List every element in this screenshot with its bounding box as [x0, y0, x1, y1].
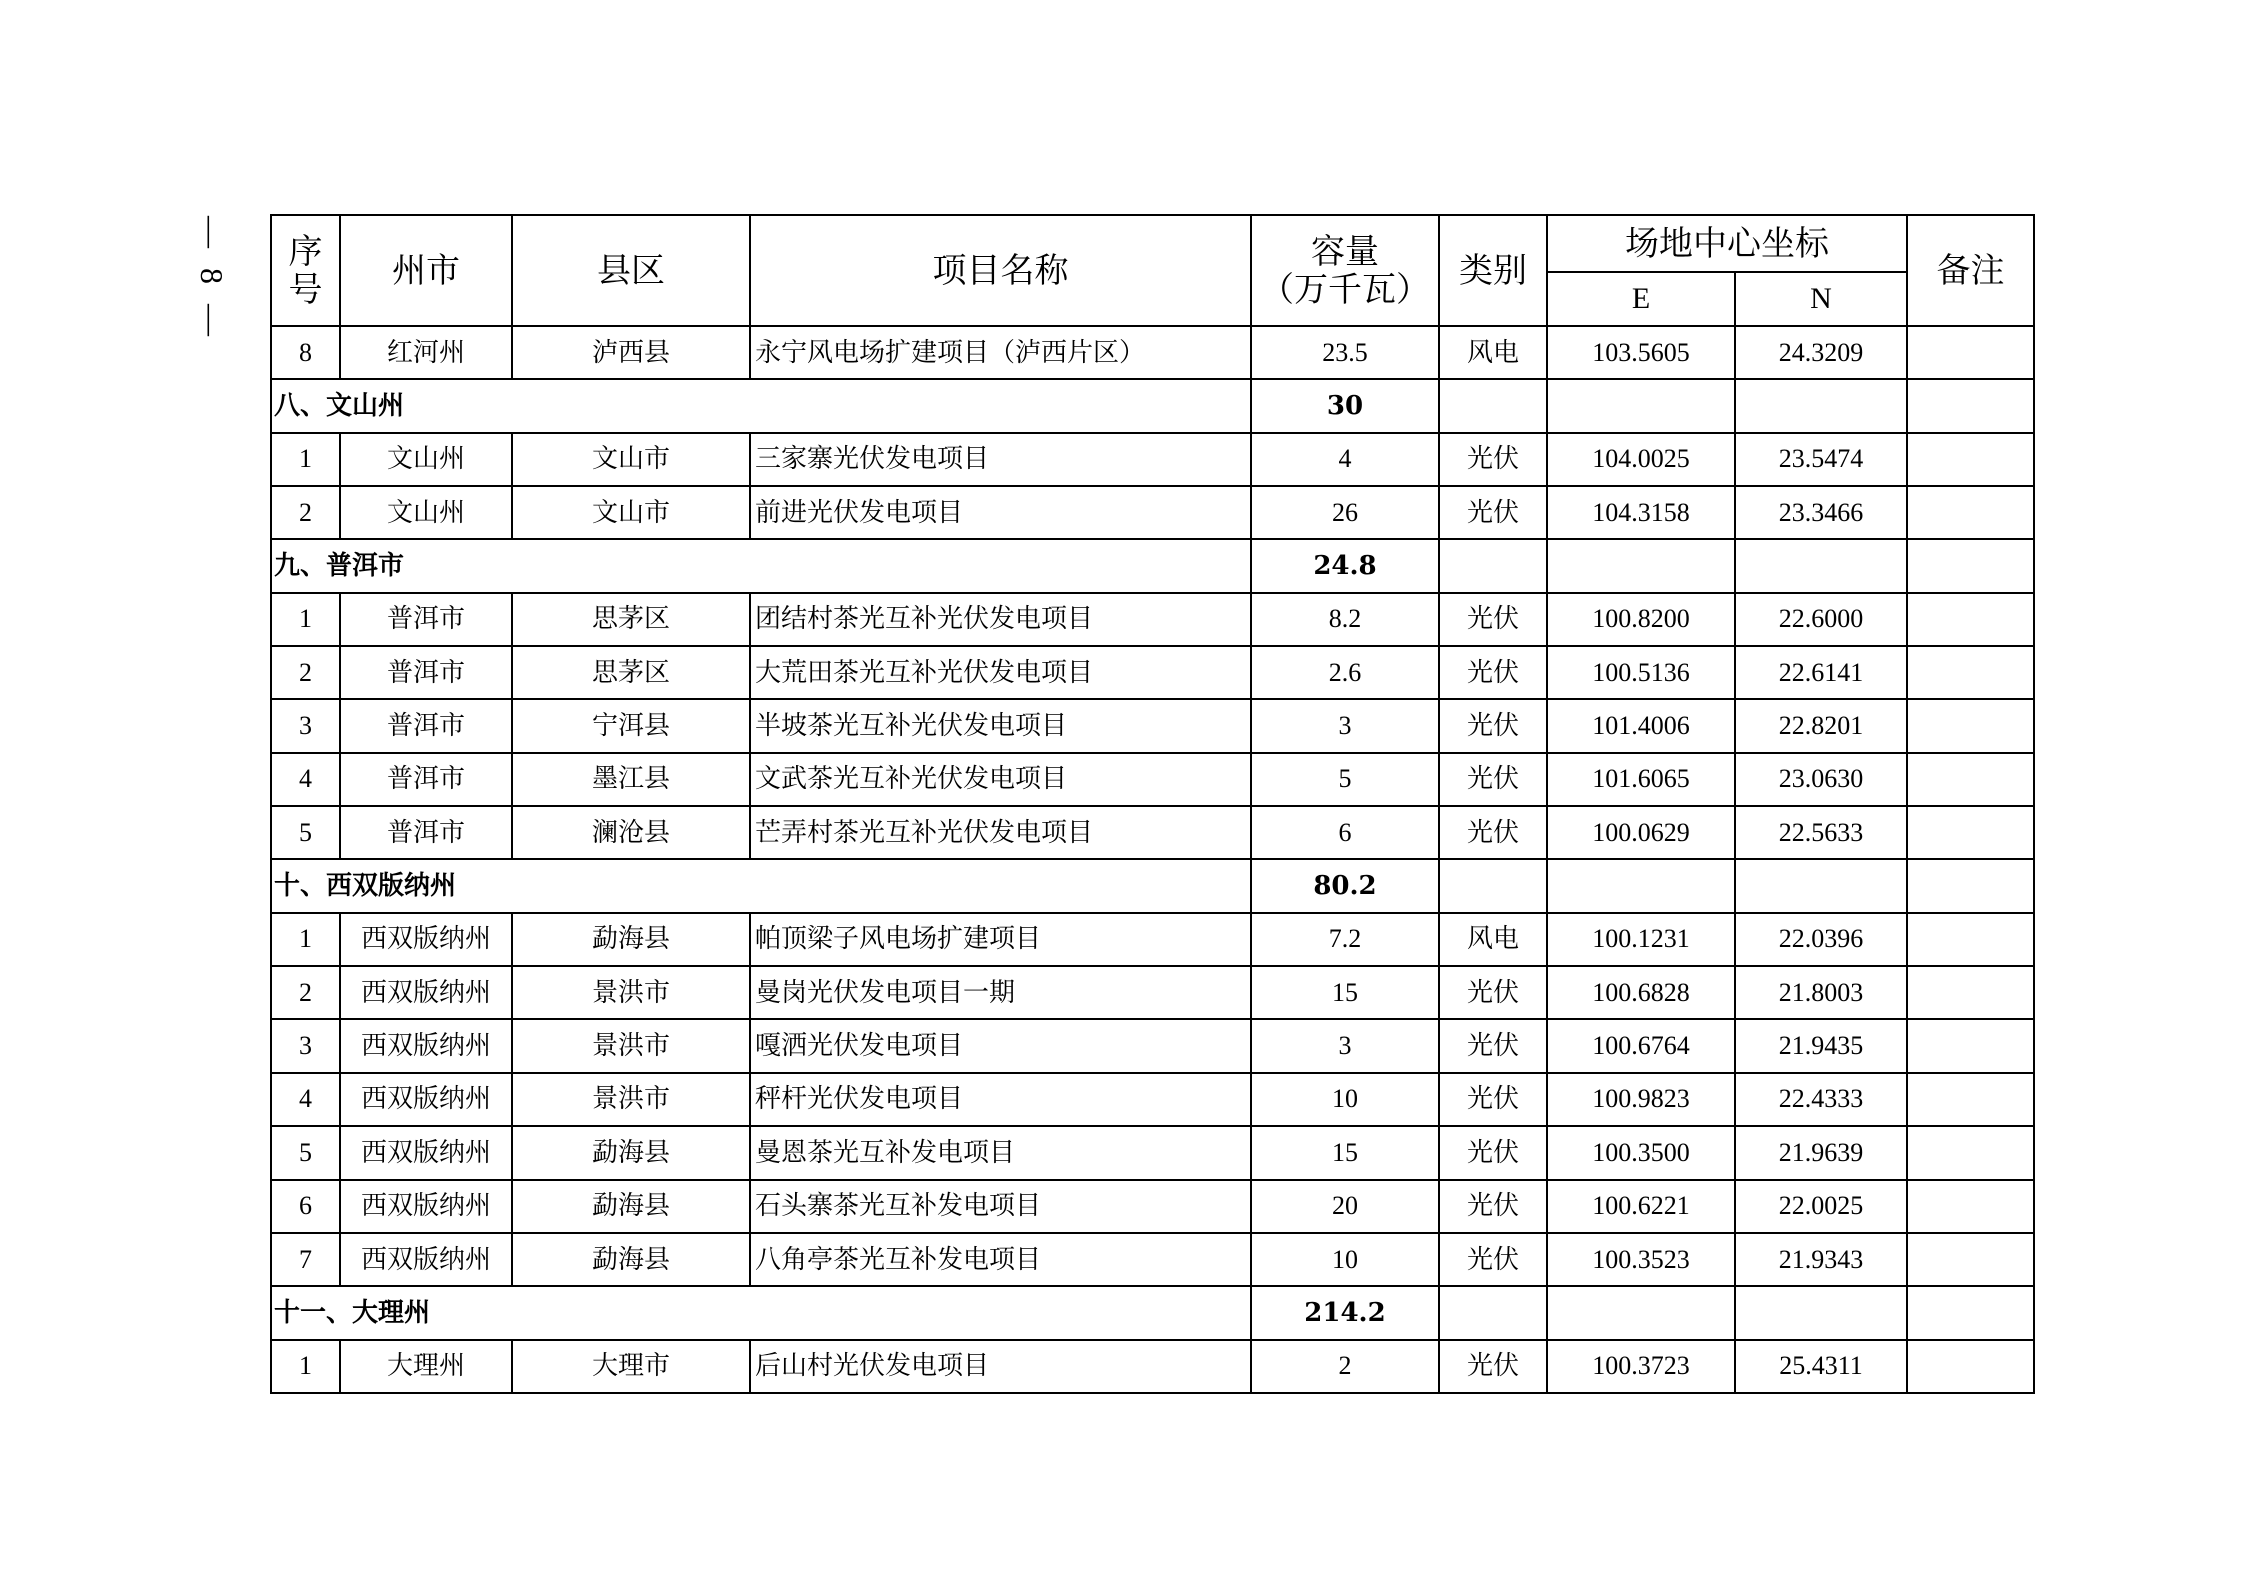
project-name-cell: 三家寨光伏发电项目 [750, 433, 1251, 486]
prefecture-cell: 西双版纳州 [340, 1180, 512, 1233]
remark-cell [1907, 1233, 2034, 1286]
seq-cell: 2 [271, 646, 340, 699]
category-cell: 风电 [1439, 913, 1547, 966]
capacity-cell: 23.5 [1251, 326, 1439, 379]
seq-cell: 5 [271, 806, 340, 859]
latitude-cell: 24.3209 [1735, 326, 1907, 379]
remark-cell [1907, 379, 2034, 432]
table-row [271, 966, 2034, 1019]
latitude-cell: 22.5633 [1735, 806, 1907, 859]
longitude-cell [1547, 1286, 1735, 1339]
longitude-cell: 100.0629 [1547, 806, 1735, 859]
seq-cell: 5 [271, 1126, 340, 1179]
table-header [271, 215, 2034, 326]
latitude-cell: 23.0630 [1735, 753, 1907, 806]
table-row [271, 646, 2034, 699]
remark-cell [1907, 646, 2034, 699]
county-cell: 景洪市 [512, 1073, 750, 1126]
category-cell: 光伏 [1439, 1233, 1547, 1286]
section-row [271, 1286, 2034, 1339]
section-row [271, 379, 2034, 432]
category-cell [1439, 379, 1547, 432]
project-name-cell: 前进光伏发电项目 [750, 486, 1251, 539]
county-cell: 景洪市 [512, 1019, 750, 1072]
table-row [271, 1019, 2034, 1072]
remark-cell [1907, 326, 2034, 379]
category-cell: 光伏 [1439, 1180, 1547, 1233]
category-cell: 光伏 [1439, 486, 1547, 539]
latitude-cell: 22.6141 [1735, 646, 1907, 699]
project-name-cell: 永宁风电场扩建项目（泸西片区） [750, 326, 1251, 379]
table-row [271, 593, 2034, 646]
section-title-cell: 十、西双版纳州 [271, 859, 1251, 912]
capacity-cell: 10 [1251, 1233, 1439, 1286]
section-capacity-cell: 214.2 [1251, 1286, 1439, 1339]
table-row [271, 1233, 2034, 1286]
county-cell: 宁洱县 [512, 699, 750, 752]
seq-cell: 4 [271, 1073, 340, 1126]
longitude-cell: 100.6828 [1547, 966, 1735, 1019]
table-row [271, 913, 2034, 966]
capacity-cell: 15 [1251, 1126, 1439, 1179]
section-row [271, 859, 2034, 912]
remark-cell [1907, 593, 2034, 646]
remark-cell [1907, 913, 2034, 966]
prefecture-cell: 西双版纳州 [340, 1073, 512, 1126]
remark-cell [1907, 486, 2034, 539]
seq-cell: 1 [271, 593, 340, 646]
prefecture-cell: 普洱市 [340, 646, 512, 699]
remark-cell [1907, 1286, 2034, 1339]
latitude-cell: 22.0396 [1735, 913, 1907, 966]
category-cell: 光伏 [1439, 433, 1547, 486]
longitude-cell: 103.5605 [1547, 326, 1735, 379]
latitude-cell [1735, 539, 1907, 592]
table-row [271, 1180, 2034, 1233]
latitude-cell [1735, 1286, 1907, 1339]
project-name-cell: 半坡茶光互补光伏发电项目 [750, 699, 1251, 752]
capacity-cell: 3 [1251, 699, 1439, 752]
prefecture-cell: 普洱市 [340, 806, 512, 859]
capacity-cell: 5 [1251, 753, 1439, 806]
prefecture-cell: 西双版纳州 [340, 1126, 512, 1179]
latitude-cell: 23.5474 [1735, 433, 1907, 486]
header-capacity-label: 容量 [1311, 231, 1379, 272]
prefecture-cell: 普洱市 [340, 699, 512, 752]
county-cell: 思茅区 [512, 646, 750, 699]
prefecture-cell: 西双版纳州 [340, 913, 512, 966]
longitude-cell: 101.4006 [1547, 699, 1735, 752]
project-name-cell: 文武茶光互补光伏发电项目 [750, 753, 1251, 806]
category-cell: 光伏 [1439, 966, 1547, 1019]
remark-cell [1907, 1340, 2034, 1393]
remark-cell [1907, 433, 2034, 486]
seq-cell: 1 [271, 433, 340, 486]
longitude-cell: 100.5136 [1547, 646, 1735, 699]
prefecture-cell: 文山州 [340, 486, 512, 539]
project-name-cell: 帕顶梁子风电场扩建项目 [750, 913, 1251, 966]
project-name-cell: 后山村光伏发电项目 [750, 1340, 1251, 1393]
seq-cell: 2 [271, 966, 340, 1019]
project-table [270, 214, 2035, 1394]
header-capacity [1251, 215, 1439, 326]
capacity-cell: 7.2 [1251, 913, 1439, 966]
longitude-cell: 100.8200 [1547, 593, 1735, 646]
category-cell: 光伏 [1439, 699, 1547, 752]
header-seq-label: 序号 [288, 231, 323, 310]
longitude-cell: 104.3158 [1547, 486, 1735, 539]
latitude-cell: 21.8003 [1735, 966, 1907, 1019]
section-title-cell: 十一、大理州 [271, 1286, 1251, 1339]
seq-cell: 4 [271, 753, 340, 806]
section-capacity-cell: 24.8 [1251, 539, 1439, 592]
county-cell: 墨江县 [512, 753, 750, 806]
seq-cell: 3 [271, 699, 340, 752]
remark-cell [1907, 539, 2034, 592]
prefecture-cell: 普洱市 [340, 593, 512, 646]
seq-cell: 3 [271, 1019, 340, 1072]
latitude-cell: 22.8201 [1735, 699, 1907, 752]
section-title-cell: 九、普洱市 [271, 539, 1251, 592]
longitude-cell [1547, 539, 1735, 592]
table-row [271, 433, 2034, 486]
longitude-cell: 104.0025 [1547, 433, 1735, 486]
latitude-cell: 22.0025 [1735, 1180, 1907, 1233]
capacity-cell: 15 [1251, 966, 1439, 1019]
remark-cell [1907, 699, 2034, 752]
project-name-cell: 芒弄村茶光互补光伏发电项目 [750, 806, 1251, 859]
longitude-cell: 100.6221 [1547, 1180, 1735, 1233]
table-row [271, 1340, 2034, 1393]
remark-cell [1907, 806, 2034, 859]
longitude-cell: 100.9823 [1547, 1073, 1735, 1126]
latitude-cell: 23.3466 [1735, 486, 1907, 539]
prefecture-cell: 西双版纳州 [340, 966, 512, 1019]
longitude-cell: 100.6764 [1547, 1019, 1735, 1072]
remark-cell [1907, 1180, 2034, 1233]
longitude-cell: 100.3723 [1547, 1340, 1735, 1393]
project-name-cell: 曼恩茶光互补发电项目 [750, 1126, 1251, 1179]
county-cell: 泸西县 [512, 326, 750, 379]
prefecture-cell: 西双版纳州 [340, 1233, 512, 1286]
capacity-cell: 20 [1251, 1180, 1439, 1233]
table-row [271, 753, 2034, 806]
longitude-cell: 100.1231 [1547, 913, 1735, 966]
capacity-cell: 3 [1251, 1019, 1439, 1072]
capacity-cell: 26 [1251, 486, 1439, 539]
section-capacity-cell: 80.2 [1251, 859, 1439, 912]
longitude-cell: 101.6065 [1547, 753, 1735, 806]
longitude-cell: 100.3500 [1547, 1126, 1735, 1179]
county-cell: 勐海县 [512, 1233, 750, 1286]
table-row [271, 326, 2034, 379]
section-capacity-cell: 30 [1251, 379, 1439, 432]
category-cell: 光伏 [1439, 753, 1547, 806]
category-cell: 光伏 [1439, 593, 1547, 646]
county-cell: 勐海县 [512, 1126, 750, 1179]
project-name-cell: 嘎洒光伏发电项目 [750, 1019, 1251, 1072]
table-row [271, 1073, 2034, 1126]
seq-cell: 6 [271, 1180, 340, 1233]
longitude-cell [1547, 859, 1735, 912]
category-cell [1439, 539, 1547, 592]
latitude-cell: 21.9343 [1735, 1233, 1907, 1286]
latitude-cell: 22.4333 [1735, 1073, 1907, 1126]
latitude-cell [1735, 859, 1907, 912]
capacity-cell: 2.6 [1251, 646, 1439, 699]
capacity-cell: 6 [1251, 806, 1439, 859]
capacity-cell: 4 [1251, 433, 1439, 486]
header-longitude: E [1547, 272, 1735, 326]
latitude-cell: 22.6000 [1735, 593, 1907, 646]
category-cell: 光伏 [1439, 806, 1547, 859]
latitude-cell: 21.9435 [1735, 1019, 1907, 1072]
header-remark: 备注 [1907, 215, 2034, 326]
category-cell: 光伏 [1439, 646, 1547, 699]
table-body [271, 326, 2034, 1393]
longitude-cell [1547, 379, 1735, 432]
category-cell [1439, 859, 1547, 912]
prefecture-cell: 红河州 [340, 326, 512, 379]
table-row [271, 1126, 2034, 1179]
county-cell: 勐海县 [512, 913, 750, 966]
county-cell: 文山市 [512, 433, 750, 486]
section-row [271, 539, 2034, 592]
latitude-cell: 21.9639 [1735, 1126, 1907, 1179]
category-cell [1439, 1286, 1547, 1339]
table-row [271, 699, 2034, 752]
county-cell: 思茅区 [512, 593, 750, 646]
seq-cell: 1 [271, 1340, 340, 1393]
header-row [271, 215, 2034, 272]
category-cell: 光伏 [1439, 1019, 1547, 1072]
table-row [271, 486, 2034, 539]
capacity-cell: 2 [1251, 1340, 1439, 1393]
prefecture-cell: 普洱市 [340, 753, 512, 806]
project-name-cell: 曼岗光伏发电项目一期 [750, 966, 1251, 1019]
header-capacity-unit: （万千瓦） [1260, 269, 1430, 310]
seq-cell: 7 [271, 1233, 340, 1286]
county-cell: 勐海县 [512, 1180, 750, 1233]
header-project-name: 项目名称 [750, 215, 1251, 326]
remark-cell [1907, 1019, 2034, 1072]
prefecture-cell: 西双版纳州 [340, 1019, 512, 1072]
longitude-cell: 100.3523 [1547, 1233, 1735, 1286]
project-name-cell: 大荒田茶光互补光伏发电项目 [750, 646, 1251, 699]
county-cell: 澜沧县 [512, 806, 750, 859]
latitude-cell: 25.4311 [1735, 1340, 1907, 1393]
county-cell: 大理市 [512, 1340, 750, 1393]
category-cell: 光伏 [1439, 1073, 1547, 1126]
remark-cell [1907, 1073, 2034, 1126]
prefecture-cell: 大理州 [340, 1340, 512, 1393]
seq-cell: 2 [271, 486, 340, 539]
header-prefecture: 州市 [340, 215, 512, 326]
remark-cell [1907, 1126, 2034, 1179]
remark-cell [1907, 753, 2034, 806]
capacity-cell: 8.2 [1251, 593, 1439, 646]
seq-cell: 1 [271, 913, 340, 966]
remark-cell [1907, 859, 2034, 912]
category-cell: 风电 [1439, 326, 1547, 379]
header-category: 类别 [1439, 215, 1547, 326]
category-cell: 光伏 [1439, 1340, 1547, 1393]
header-coordinates: 场地中心坐标 [1547, 215, 1907, 272]
project-name-cell: 团结村茶光互补光伏发电项目 [750, 593, 1251, 646]
table-row [271, 806, 2034, 859]
project-name-cell: 八角亭茶光互补发电项目 [750, 1233, 1251, 1286]
header-seq [271, 215, 340, 326]
section-title-cell: 八、文山州 [271, 379, 1251, 432]
seq-cell: 8 [271, 326, 340, 379]
county-cell: 文山市 [512, 486, 750, 539]
project-name-cell: 石头寨茶光互补发电项目 [750, 1180, 1251, 1233]
project-name-cell: 秤杆光伏发电项目 [750, 1073, 1251, 1126]
remark-cell [1907, 966, 2034, 1019]
header-county: 县区 [512, 215, 750, 326]
capacity-cell: 10 [1251, 1073, 1439, 1126]
latitude-cell [1735, 379, 1907, 432]
prefecture-cell: 文山州 [340, 433, 512, 486]
page-number: — 8 — [194, 216, 230, 342]
category-cell: 光伏 [1439, 1126, 1547, 1179]
header-latitude: N [1735, 272, 1907, 326]
county-cell: 景洪市 [512, 966, 750, 1019]
